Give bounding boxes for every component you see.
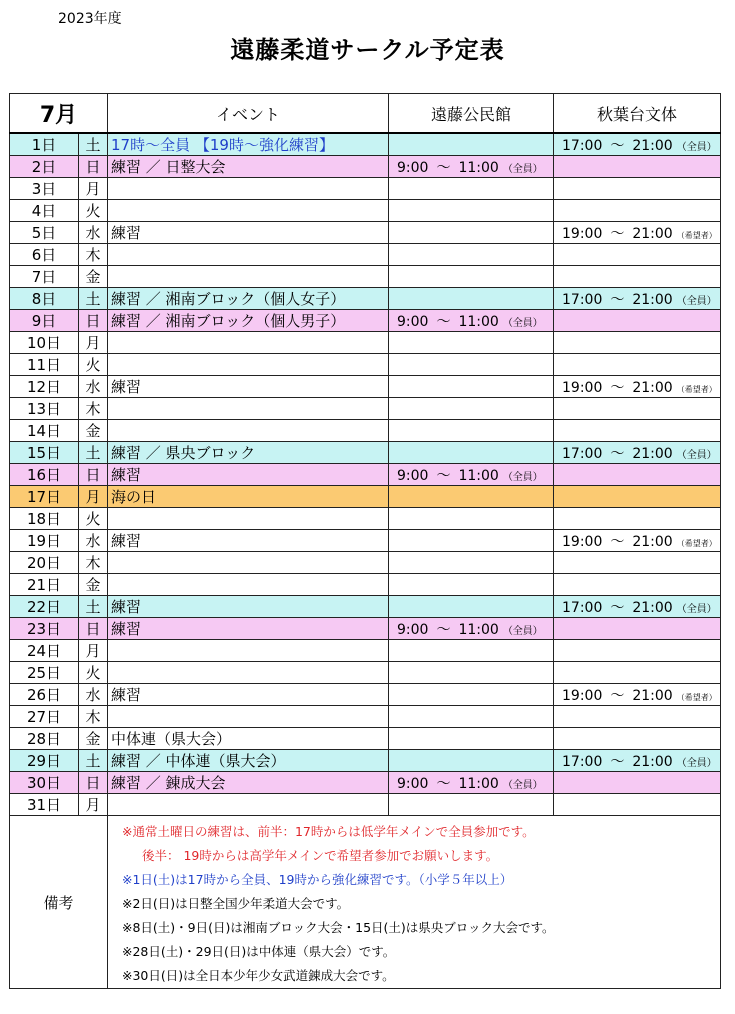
time-separator: ～ [610, 753, 625, 770]
event-column-header: イベント [108, 94, 389, 134]
start-time: 19:00 [562, 225, 603, 242]
row-event [108, 266, 389, 288]
endo-community-center-time [389, 156, 554, 178]
row-weekday: 木 [79, 244, 108, 266]
row-event [108, 794, 389, 816]
row-date: 3日 [10, 178, 79, 200]
endo-community-center-time [389, 640, 554, 662]
row-event: 練習 [108, 222, 389, 244]
schedule-row [10, 574, 721, 596]
row-event: 中体連（県大会） [108, 728, 389, 750]
row-event [108, 640, 389, 662]
row-weekday: 日 [79, 310, 108, 332]
attendance-note: （全員） [676, 141, 717, 153]
row-weekday: 水 [79, 376, 108, 398]
row-weekday: 木 [79, 398, 108, 420]
row-weekday: 月 [79, 794, 108, 816]
time-separator: ～ [610, 225, 625, 242]
attendance-note: （希望者） [676, 538, 717, 548]
remarks-line: 後半： 19時からは高学年メインで希望者参加でお願いします。 [142, 848, 499, 863]
row-weekday: 金 [79, 574, 108, 596]
row-date: 14日 [10, 420, 79, 442]
row-event [108, 574, 389, 596]
row-event [108, 178, 389, 200]
row-event: 練習 ／ 湘南ブロック（個人女子） [108, 288, 389, 310]
akibadai-gym-time [554, 684, 721, 706]
attendance-note: （希望者） [676, 230, 717, 240]
schedule-row [10, 133, 721, 156]
row-date: 17日 [10, 486, 79, 508]
time-separator: ～ [436, 159, 451, 176]
attendance-note: （希望者） [676, 692, 717, 702]
akibadai-gym-time [554, 420, 721, 442]
schedule-row [10, 200, 721, 222]
time-separator: ～ [610, 687, 625, 704]
endo-community-center-time [389, 772, 554, 794]
akibadai-gym-time [554, 728, 721, 750]
row-date: 26日 [10, 684, 79, 706]
row-date: 30日 [10, 772, 79, 794]
row-date: 31日 [10, 794, 79, 816]
remarks-line: ※28日(土)・29日(日)は中体連（県大会）です。 [122, 944, 396, 959]
row-event: 練習 [108, 530, 389, 552]
attendance-note: （全員） [502, 471, 543, 483]
start-time: 17:00 [562, 753, 603, 770]
akibadai-gym-time [554, 508, 721, 530]
row-event: 練習 ／ 日整大会 [108, 156, 389, 178]
schedule-row [10, 706, 721, 728]
row-date: 5日 [10, 222, 79, 244]
start-time: 19:00 [562, 379, 603, 396]
row-event [108, 332, 389, 354]
endo-community-center-time [389, 442, 554, 464]
endo-community-center-time [389, 706, 554, 728]
time-separator: ～ [610, 599, 625, 616]
akibadai-gym-time [554, 178, 721, 200]
row-date: 23日 [10, 618, 79, 640]
akibadai-gym-time [554, 596, 721, 618]
endo-community-center-time [389, 662, 554, 684]
endo-community-center-time [389, 574, 554, 596]
row-weekday: 水 [79, 684, 108, 706]
time-separator: ～ [436, 313, 451, 330]
row-date: 8日 [10, 288, 79, 310]
row-event [108, 420, 389, 442]
akibadai-gym-time [554, 750, 721, 772]
row-event: 練習 [108, 464, 389, 486]
row-weekday: 火 [79, 508, 108, 530]
endo-community-center-time [389, 376, 554, 398]
attendance-note: （全員） [676, 449, 717, 461]
remarks-cell [108, 816, 721, 989]
row-weekday: 火 [79, 662, 108, 684]
page-title: 遠藤柔道サークル予定表 [230, 36, 505, 64]
end-time: 21:00 [632, 599, 673, 616]
akibadai-gym-time [554, 772, 721, 794]
end-time: 21:00 [632, 753, 673, 770]
attendance-note: （全員） [502, 163, 543, 175]
row-date: 2日 [10, 156, 79, 178]
schedule-row [10, 222, 721, 244]
endo-community-center-time [389, 354, 554, 376]
time-separator: ～ [436, 467, 451, 484]
attendance-note: （希望者） [676, 384, 717, 394]
time-separator: ～ [436, 775, 451, 792]
akibadai-gym-time [554, 464, 721, 486]
akibadai-gym-time [554, 442, 721, 464]
end-time: 11:00 [458, 313, 499, 330]
header-row [10, 94, 721, 134]
row-weekday: 土 [79, 442, 108, 464]
row-event [108, 508, 389, 530]
akibadai-gym-time [554, 794, 721, 816]
schedule-row [10, 376, 721, 398]
endo-community-center-time [389, 310, 554, 332]
endo-community-center-time [389, 288, 554, 310]
akibadai-gym-time [554, 376, 721, 398]
schedule-row [10, 486, 721, 508]
row-weekday: 土 [79, 133, 108, 156]
attendance-note: （全員） [502, 779, 543, 791]
start-time: 19:00 [562, 687, 603, 704]
schedule-row [10, 618, 721, 640]
fiscal-year: 2023年度 [58, 11, 122, 27]
row-weekday: 月 [79, 332, 108, 354]
row-event: 練習 [108, 684, 389, 706]
row-date: 9日 [10, 310, 79, 332]
schedule-row [10, 728, 721, 750]
row-weekday: 木 [79, 552, 108, 574]
end-time: 11:00 [458, 159, 499, 176]
row-event: 練習 [108, 618, 389, 640]
row-weekday: 月 [79, 640, 108, 662]
schedule-row [10, 266, 721, 288]
row-weekday: 日 [79, 156, 108, 178]
attendance-note: （全員） [676, 603, 717, 615]
schedule-row [10, 662, 721, 684]
schedule-row [10, 354, 721, 376]
row-weekday: 土 [79, 596, 108, 618]
akibadai-gym-time [554, 133, 721, 156]
row-date: 4日 [10, 200, 79, 222]
schedule-row [10, 442, 721, 464]
attendance-note: （全員） [502, 625, 543, 637]
schedule-row [10, 530, 721, 552]
endo-community-center-time [389, 398, 554, 420]
akibadai-gym-time [554, 200, 721, 222]
start-time: 19:00 [562, 533, 603, 550]
schedule-row [10, 684, 721, 706]
akibadai-gym-time [554, 266, 721, 288]
remarks-row [10, 816, 721, 989]
akibadai-gym-header: 秋葉台文体 [554, 94, 721, 134]
end-time: 11:00 [458, 467, 499, 484]
start-time: 9:00 [397, 159, 429, 176]
schedule-row [10, 288, 721, 310]
row-event: 練習 ／ 湘南ブロック（個人男子） [108, 310, 389, 332]
end-time: 21:00 [632, 225, 673, 242]
row-event [108, 244, 389, 266]
row-date: 6日 [10, 244, 79, 266]
row-event [108, 552, 389, 574]
row-date: 25日 [10, 662, 79, 684]
time-separator: ～ [610, 533, 625, 550]
row-event [108, 354, 389, 376]
start-time: 17:00 [562, 137, 603, 154]
endo-community-center-time [389, 464, 554, 486]
row-weekday: 日 [79, 618, 108, 640]
start-time: 17:00 [562, 445, 603, 462]
remarks-line: ※8日(土)・9日(日)は湘南ブロック大会・15日(土)は県央ブロック大会です。 [122, 920, 555, 935]
row-weekday: 金 [79, 728, 108, 750]
akibadai-gym-time [554, 222, 721, 244]
remarks-line: ※2日(日)は日整全国少年柔道大会です。 [122, 896, 350, 911]
endo-community-center-time [389, 200, 554, 222]
akibadai-gym-time [554, 288, 721, 310]
time-separator: ～ [610, 291, 625, 308]
schedule-row [10, 244, 721, 266]
remarks-line: ※通常土曜日の練習は、前半：17時からは低学年メインで全員参加です。 [122, 824, 535, 839]
akibadai-gym-time [554, 640, 721, 662]
start-time: 9:00 [397, 467, 429, 484]
end-time: 11:00 [458, 621, 499, 638]
row-date: 18日 [10, 508, 79, 530]
row-event [108, 398, 389, 420]
akibadai-gym-time [554, 354, 721, 376]
remarks-line: ※30日(日)は全日本少年少女武道錬成大会です。 [122, 968, 395, 983]
row-event [108, 200, 389, 222]
row-weekday: 金 [79, 266, 108, 288]
endo-community-center-time [389, 222, 554, 244]
time-separator: ～ [610, 379, 625, 396]
endo-community-center-time [389, 530, 554, 552]
akibadai-gym-time [554, 486, 721, 508]
row-event: 練習 [108, 596, 389, 618]
schedule-row [10, 552, 721, 574]
row-weekday: 水 [79, 222, 108, 244]
schedule-row [10, 772, 721, 794]
row-weekday: 日 [79, 772, 108, 794]
endo-community-center-time [389, 486, 554, 508]
end-time: 21:00 [632, 687, 673, 704]
row-event [108, 706, 389, 728]
schedule-row [10, 508, 721, 530]
row-weekday: 金 [79, 420, 108, 442]
akibadai-gym-time [554, 332, 721, 354]
row-weekday: 火 [79, 354, 108, 376]
row-date: 12日 [10, 376, 79, 398]
endo-community-center-time [389, 596, 554, 618]
time-separator: ～ [610, 445, 625, 462]
endo-community-center-time [389, 332, 554, 354]
schedule-row [10, 596, 721, 618]
end-time: 21:00 [632, 137, 673, 154]
akibadai-gym-time [554, 156, 721, 178]
row-weekday: 土 [79, 750, 108, 772]
start-time: 17:00 [562, 599, 603, 616]
time-separator: ～ [436, 621, 451, 638]
schedule-row [10, 310, 721, 332]
endo-community-center-time [389, 552, 554, 574]
row-weekday: 日 [79, 464, 108, 486]
end-time: 21:00 [632, 445, 673, 462]
attendance-note: （全員） [676, 295, 717, 307]
schedule-body [10, 133, 721, 816]
akibadai-gym-time [554, 244, 721, 266]
end-time: 11:00 [458, 775, 499, 792]
row-weekday: 月 [79, 178, 108, 200]
row-date: 20日 [10, 552, 79, 574]
time-separator: ～ [610, 137, 625, 154]
schedule-row [10, 464, 721, 486]
row-date: 29日 [10, 750, 79, 772]
remarks-label: 備考 [10, 816, 108, 989]
row-date: 27日 [10, 706, 79, 728]
akibadai-gym-time [554, 310, 721, 332]
akibadai-gym-time [554, 662, 721, 684]
schedule-row [10, 156, 721, 178]
endo-community-center-time [389, 794, 554, 816]
endo-community-center-time [389, 244, 554, 266]
row-date: 21日 [10, 574, 79, 596]
schedule-row [10, 794, 721, 816]
attendance-note: （全員） [502, 317, 543, 329]
end-time: 21:00 [632, 379, 673, 396]
schedule-row [10, 750, 721, 772]
endo-community-center-time [389, 618, 554, 640]
row-weekday: 木 [79, 706, 108, 728]
row-event: 海の日 [108, 486, 389, 508]
row-weekday: 月 [79, 486, 108, 508]
akibadai-gym-time [554, 574, 721, 596]
row-date: 13日 [10, 398, 79, 420]
schedule-row [10, 178, 721, 200]
endo-community-center-time [389, 750, 554, 772]
row-date: 24日 [10, 640, 79, 662]
schedule-table [9, 93, 721, 989]
akibadai-gym-time [554, 552, 721, 574]
endo-community-center-time [389, 133, 554, 156]
row-event: 17時～全員 【19時～強化練習】 [108, 133, 389, 156]
row-weekday: 火 [79, 200, 108, 222]
schedule-row [10, 420, 721, 442]
row-date: 1日 [10, 133, 79, 156]
row-date: 10日 [10, 332, 79, 354]
start-time: 9:00 [397, 313, 429, 330]
end-time: 21:00 [632, 533, 673, 550]
row-event: 練習 ／ 錬成大会 [108, 772, 389, 794]
month-header: 7月 [10, 94, 108, 134]
start-time: 9:00 [397, 621, 429, 638]
endo-community-center-time [389, 684, 554, 706]
row-date: 28日 [10, 728, 79, 750]
endo-community-center-time [389, 178, 554, 200]
attendance-note: （全員） [676, 757, 717, 769]
row-event: 練習 ／ 中体連（県大会） [108, 750, 389, 772]
row-weekday: 水 [79, 530, 108, 552]
start-time: 9:00 [397, 775, 429, 792]
schedule-row [10, 398, 721, 420]
schedule-row [10, 640, 721, 662]
row-date: 7日 [10, 266, 79, 288]
schedule-row [10, 332, 721, 354]
akibadai-gym-time [554, 706, 721, 728]
row-event [108, 662, 389, 684]
row-date: 11日 [10, 354, 79, 376]
row-date: 16日 [10, 464, 79, 486]
row-date: 22日 [10, 596, 79, 618]
akibadai-gym-time [554, 618, 721, 640]
endo-community-center-time [389, 420, 554, 442]
akibadai-gym-time [554, 398, 721, 420]
row-weekday: 土 [79, 288, 108, 310]
row-date: 19日 [10, 530, 79, 552]
row-event: 練習 ／ 県央ブロック [108, 442, 389, 464]
row-date: 15日 [10, 442, 79, 464]
endo-community-center-time [389, 266, 554, 288]
endo-community-center-time [389, 508, 554, 530]
endo-community-center-header: 遠藤公民館 [389, 94, 554, 134]
start-time: 17:00 [562, 291, 603, 308]
end-time: 21:00 [632, 291, 673, 308]
row-event: 練習 [108, 376, 389, 398]
endo-community-center-time [389, 728, 554, 750]
remarks-line: ※1日(土)は17時から全員、19時から強化練習です。（小学５年以上） [122, 872, 513, 887]
akibadai-gym-time [554, 530, 721, 552]
